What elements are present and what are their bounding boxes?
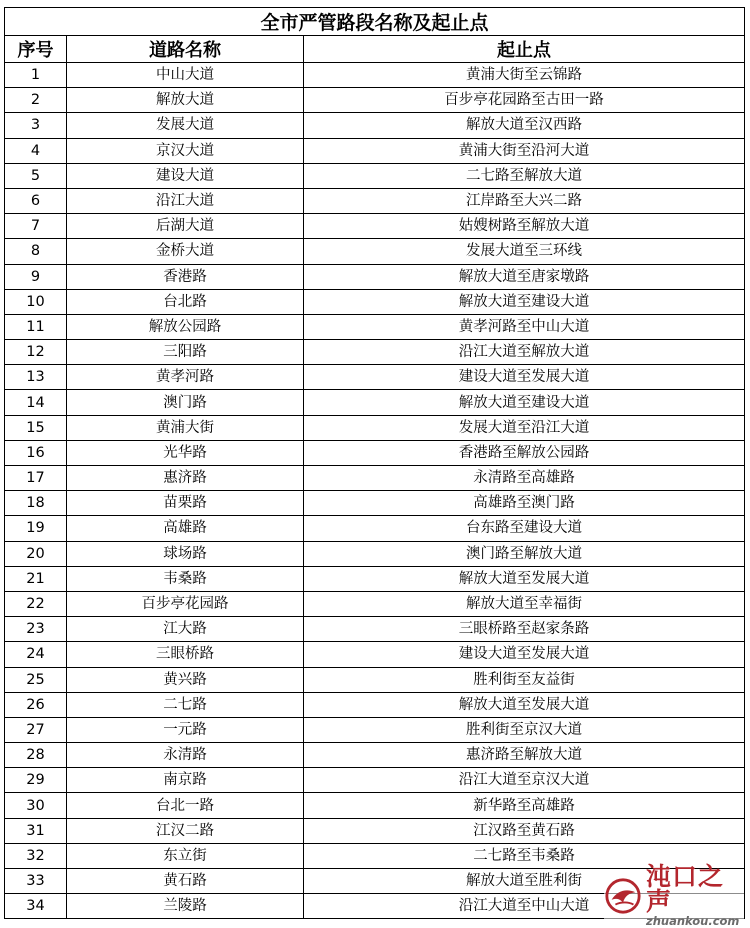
table-row [5, 591, 745, 616]
cell-index: 22 [5, 591, 67, 616]
cell-start-end: 发展大道至三环线 [304, 239, 745, 264]
cell-road-name: 台北一路 [67, 793, 304, 818]
cell-start-end: 江汉路至黄石路 [304, 818, 745, 843]
cell-road-name: 江汉二路 [67, 818, 304, 843]
cell-start-end: 建设大道至发展大道 [304, 365, 745, 390]
cell-index: 7 [5, 214, 67, 239]
cell-index: 23 [5, 617, 67, 642]
cell-index: 2 [5, 88, 67, 113]
cell-start-end: 解放大道至幸福街 [304, 591, 745, 616]
cell-start-end: 解放大道至汉西路 [304, 113, 745, 138]
cell-road-name: 香港路 [67, 264, 304, 289]
table-row [5, 214, 745, 239]
cell-road-name: 江大路 [67, 617, 304, 642]
cell-road-name: 惠济路 [67, 466, 304, 491]
cell-start-end: 沿江大道至京汉大道 [304, 768, 745, 793]
cell-start-end: 澳门路至解放大道 [304, 541, 745, 566]
cell-start-end: 永清路至高雄路 [304, 466, 745, 491]
cell-road-name: 黄孝河路 [67, 365, 304, 390]
cell-start-end: 发展大道至沿江大道 [304, 415, 745, 440]
cell-start-end: 江岸路至大兴二路 [304, 188, 745, 213]
table-row [5, 793, 745, 818]
table-row [5, 692, 745, 717]
table-row [5, 843, 745, 868]
cell-road-name: 兰陵路 [67, 894, 304, 919]
table-header-row [5, 36, 745, 63]
cell-index: 1 [5, 63, 67, 88]
table-row [5, 717, 745, 742]
cell-index: 33 [5, 869, 67, 894]
cell-start-end: 二七路至解放大道 [304, 163, 745, 188]
cell-start-end: 解放大道至发展大道 [304, 692, 745, 717]
cell-start-end: 建设大道至发展大道 [304, 642, 745, 667]
cell-road-name: 永清路 [67, 743, 304, 768]
table-row [5, 390, 745, 415]
table-row [5, 768, 745, 793]
cell-index: 34 [5, 894, 67, 919]
cell-road-name: 南京路 [67, 768, 304, 793]
table-row [5, 289, 745, 314]
cell-start-end: 新华路至高雄路 [304, 793, 745, 818]
watermark-url: zhuankou.com [646, 914, 740, 928]
table-row [5, 365, 745, 390]
cell-index: 8 [5, 239, 67, 264]
table-row [5, 340, 745, 365]
cell-index: 28 [5, 743, 67, 768]
cell-road-name: 三阳路 [67, 340, 304, 365]
cell-index: 9 [5, 264, 67, 289]
cell-road-name: 百步亭花园路 [67, 591, 304, 616]
cell-start-end: 黄浦大街至云锦路 [304, 63, 745, 88]
cell-road-name: 金桥大道 [67, 239, 304, 264]
header-index: 序号 [5, 36, 67, 63]
cell-start-end: 百步亭花园路至古田一路 [304, 88, 745, 113]
table-row [5, 667, 745, 692]
table-row [5, 415, 745, 440]
cell-start-end: 高雄路至澳门路 [304, 491, 745, 516]
cell-road-name: 澳门路 [67, 390, 304, 415]
cell-index: 14 [5, 390, 67, 415]
table-row [5, 63, 745, 88]
cell-index: 31 [5, 818, 67, 843]
cell-index: 25 [5, 667, 67, 692]
cell-road-name: 光华路 [67, 440, 304, 465]
table-row [5, 466, 745, 491]
watermark-name: 沌口之声 [646, 862, 725, 917]
cell-road-name: 建设大道 [67, 163, 304, 188]
cell-start-end: 解放大道至建设大道 [304, 390, 745, 415]
cell-start-end: 解放大道至胜利街 [304, 869, 745, 894]
table-row [5, 88, 745, 113]
cell-index: 17 [5, 466, 67, 491]
bird-logo-icon [604, 877, 642, 915]
road-table [4, 7, 745, 919]
cell-start-end: 台东路至建设大道 [304, 516, 745, 541]
cell-road-name: 后湖大道 [67, 214, 304, 239]
cell-road-name: 黄兴路 [67, 667, 304, 692]
table-row [5, 617, 745, 642]
cell-road-name: 二七路 [67, 692, 304, 717]
cell-road-name: 韦桑路 [67, 566, 304, 591]
cell-road-name: 台北路 [67, 289, 304, 314]
table-title-row [5, 8, 745, 36]
cell-start-end: 沿江大道至中山大道 [304, 894, 745, 919]
cell-index: 32 [5, 843, 67, 868]
cell-index: 24 [5, 642, 67, 667]
table-row [5, 516, 745, 541]
cell-start-end: 解放大道至唐家墩路 [304, 264, 745, 289]
cell-start-end: 胜利街至友益街 [304, 667, 745, 692]
cell-index: 21 [5, 566, 67, 591]
cell-index: 13 [5, 365, 67, 390]
cell-start-end: 二七路至韦桑路 [304, 843, 745, 868]
cell-index: 10 [5, 289, 67, 314]
table-row [5, 541, 745, 566]
cell-road-name: 解放大道 [67, 88, 304, 113]
cell-start-end: 沿江大道至解放大道 [304, 340, 745, 365]
cell-road-name: 发展大道 [67, 113, 304, 138]
cell-index: 11 [5, 314, 67, 339]
table-title: 全市严管路段名称及起止点 [5, 8, 745, 36]
cell-start-end: 解放大道至发展大道 [304, 566, 745, 591]
cell-road-name: 黄浦大街 [67, 415, 304, 440]
cell-start-end: 姑嫂树路至解放大道 [304, 214, 745, 239]
table-row [5, 743, 745, 768]
cell-index: 27 [5, 717, 67, 742]
cell-road-name: 高雄路 [67, 516, 304, 541]
table-row [5, 188, 745, 213]
cell-index: 29 [5, 768, 67, 793]
cell-start-end: 胜利街至京汉大道 [304, 717, 745, 742]
table-row [5, 818, 745, 843]
cell-road-name: 一元路 [67, 717, 304, 742]
table-row [5, 440, 745, 465]
cell-index: 26 [5, 692, 67, 717]
table-row [5, 314, 745, 339]
cell-road-name: 京汉大道 [67, 138, 304, 163]
cell-index: 19 [5, 516, 67, 541]
cell-road-name: 中山大道 [67, 63, 304, 88]
cell-road-name: 苗栗路 [67, 491, 304, 516]
cell-road-name: 三眼桥路 [67, 642, 304, 667]
table-row [5, 113, 745, 138]
cell-index: 20 [5, 541, 67, 566]
header-road-name: 道路名称 [67, 36, 304, 63]
cell-road-name: 黄石路 [67, 869, 304, 894]
cell-start-end: 三眼桥路至赵家条路 [304, 617, 745, 642]
cell-index: 4 [5, 138, 67, 163]
cell-index: 15 [5, 415, 67, 440]
cell-index: 16 [5, 440, 67, 465]
cell-index: 30 [5, 793, 67, 818]
cell-road-name: 东立街 [67, 843, 304, 868]
cell-index: 3 [5, 113, 67, 138]
watermark [604, 862, 744, 928]
table-row [5, 163, 745, 188]
cell-start-end: 黄浦大街至沿河大道 [304, 138, 745, 163]
cell-road-name: 球场路 [67, 541, 304, 566]
header-start-end: 起止点 [304, 36, 745, 63]
cell-road-name: 沿江大道 [67, 188, 304, 213]
cell-start-end: 香港路至解放公园路 [304, 440, 745, 465]
cell-index: 12 [5, 340, 67, 365]
cell-index: 6 [5, 188, 67, 213]
table-row [5, 566, 745, 591]
cell-index: 18 [5, 491, 67, 516]
cell-road-name: 解放公园路 [67, 314, 304, 339]
cell-index: 5 [5, 163, 67, 188]
cell-start-end: 解放大道至建设大道 [304, 289, 745, 314]
cell-start-end: 惠济路至解放大道 [304, 743, 745, 768]
table-row [5, 642, 745, 667]
table-row [5, 264, 745, 289]
cell-start-end: 黄孝河路至中山大道 [304, 314, 745, 339]
table-row [5, 491, 745, 516]
table-row [5, 138, 745, 163]
table-row [5, 239, 745, 264]
